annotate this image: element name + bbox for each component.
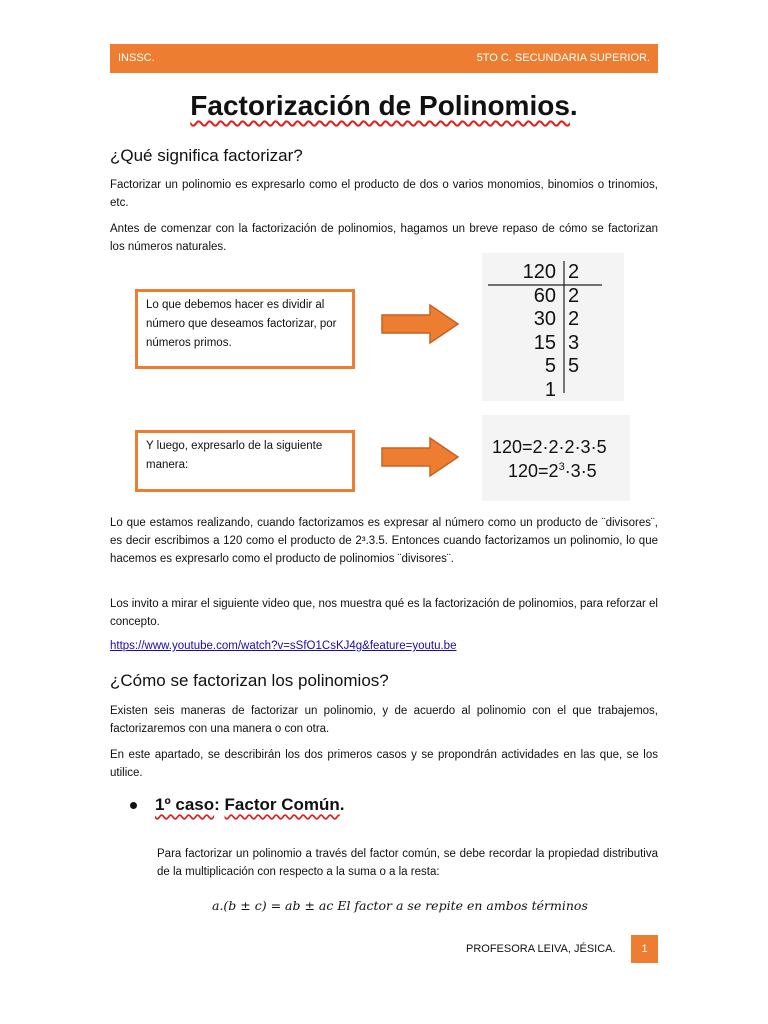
distributive-formula: a.(b ± c) = ab ± ac El factor a se repite en ambos términos xyxy=(212,898,588,913)
explanation-box-divide: Lo que debemos hacer es dividir al número que deseamos factorizar, por números primos. xyxy=(135,289,355,369)
case1-colon: : xyxy=(214,795,225,814)
equation-compact xyxy=(508,461,597,482)
section1-paragraph-1: Factorizar un polinomio es expresarlo como el producto de dos o varios monomios, binomios o trinomios, etc. xyxy=(110,179,658,209)
header-school: INSSC. xyxy=(118,52,155,64)
case1-paragraph: Para factorizar un polinomio a través del factor común, se debe recordar la propiedad distributiva de la multiplicación con respecto a la suma o a la resta: xyxy=(157,848,658,878)
division-divisor: 2 xyxy=(568,308,580,330)
division-divisor: 2 xyxy=(568,261,580,283)
video-link[interactable]: https://www.youtube.com/watch?v=sSfO1CsKJ4g&feature=youtu.be xyxy=(110,640,457,652)
equation-expanded: 120=2·2·2·3·5 xyxy=(492,437,607,457)
section1-paragraph-2: Antes de comenzar con la factorización de polinomios, hagamos un breve repaso de cómo se factorizan los números naturales. xyxy=(110,223,658,253)
section1-paragraph-3: Lo que estamos realizando, cuando factorizamos es expresar al número como un producto de ¨divisores¨, es decir escribimos a 120 como el producto de 2³.3.5. Entonces cuando factorizamos un polinomio, lo que hacemos es expresarlo como el producto de polinomios ¨divisores¨. xyxy=(110,517,658,565)
bullet-icon xyxy=(130,802,137,809)
page-title xyxy=(0,90,768,122)
section2-paragraph-2: En este apartado, se describirán los dos primeros casos y se propondrán actividades en las que, se los utilice. xyxy=(110,749,658,779)
division-divisor: 2 xyxy=(568,284,580,307)
equation-compact-rest: ·3·5 xyxy=(564,461,597,481)
division-number: 5 xyxy=(544,355,556,377)
section1-paragraph-4: Los invito a mirar el siguiente video que, nos muestra qué es la factorización de polinomios, para reforzar el concepto. xyxy=(110,598,658,628)
case1-period: . xyxy=(339,795,345,814)
page-title-text: Factorización de Polinomios xyxy=(190,90,570,121)
page-number: 1 xyxy=(631,935,658,963)
arrow-right-icon xyxy=(380,303,462,345)
case1-name: Factor Común xyxy=(224,795,340,814)
section2-heading: ¿Cómo se factorizan los polinomios? xyxy=(110,671,389,690)
division-number: 15 xyxy=(533,331,556,354)
division-number: 1 xyxy=(544,378,556,401)
header-course: 5TO C. SECUNDARIA SUPERIOR. xyxy=(476,52,650,64)
footer-author: PROFESORA LEIVA, JÉSICA. xyxy=(466,943,616,955)
section1-heading: ¿Qué significa factorizar? xyxy=(110,146,303,165)
page-title-period: . xyxy=(569,90,578,121)
case1-heading xyxy=(130,795,345,815)
case1-label: 1º caso xyxy=(155,795,215,814)
section2-paragraph-1: Existen seis maneras de factorizar un polinomio, y de acuerdo al polinomio con el que trabajemos, factorizaremos con una manera o con otra. xyxy=(110,705,658,735)
equation-compact-exponent: 3 xyxy=(558,461,565,473)
factorization-equations xyxy=(482,415,630,501)
equation-compact-base: 120=2 xyxy=(508,461,559,481)
division-number: 60 xyxy=(533,284,556,307)
division-table xyxy=(482,253,624,401)
division-divisor: 5 xyxy=(568,355,580,377)
arrow-right-icon xyxy=(380,436,462,478)
explanation-box-express: Y luego, expresarlo de la siguiente manera: xyxy=(135,430,355,492)
division-divisor: 3 xyxy=(568,331,580,354)
division-number: 120 xyxy=(522,261,556,283)
division-number: 30 xyxy=(533,308,556,330)
header-bar xyxy=(110,44,658,73)
